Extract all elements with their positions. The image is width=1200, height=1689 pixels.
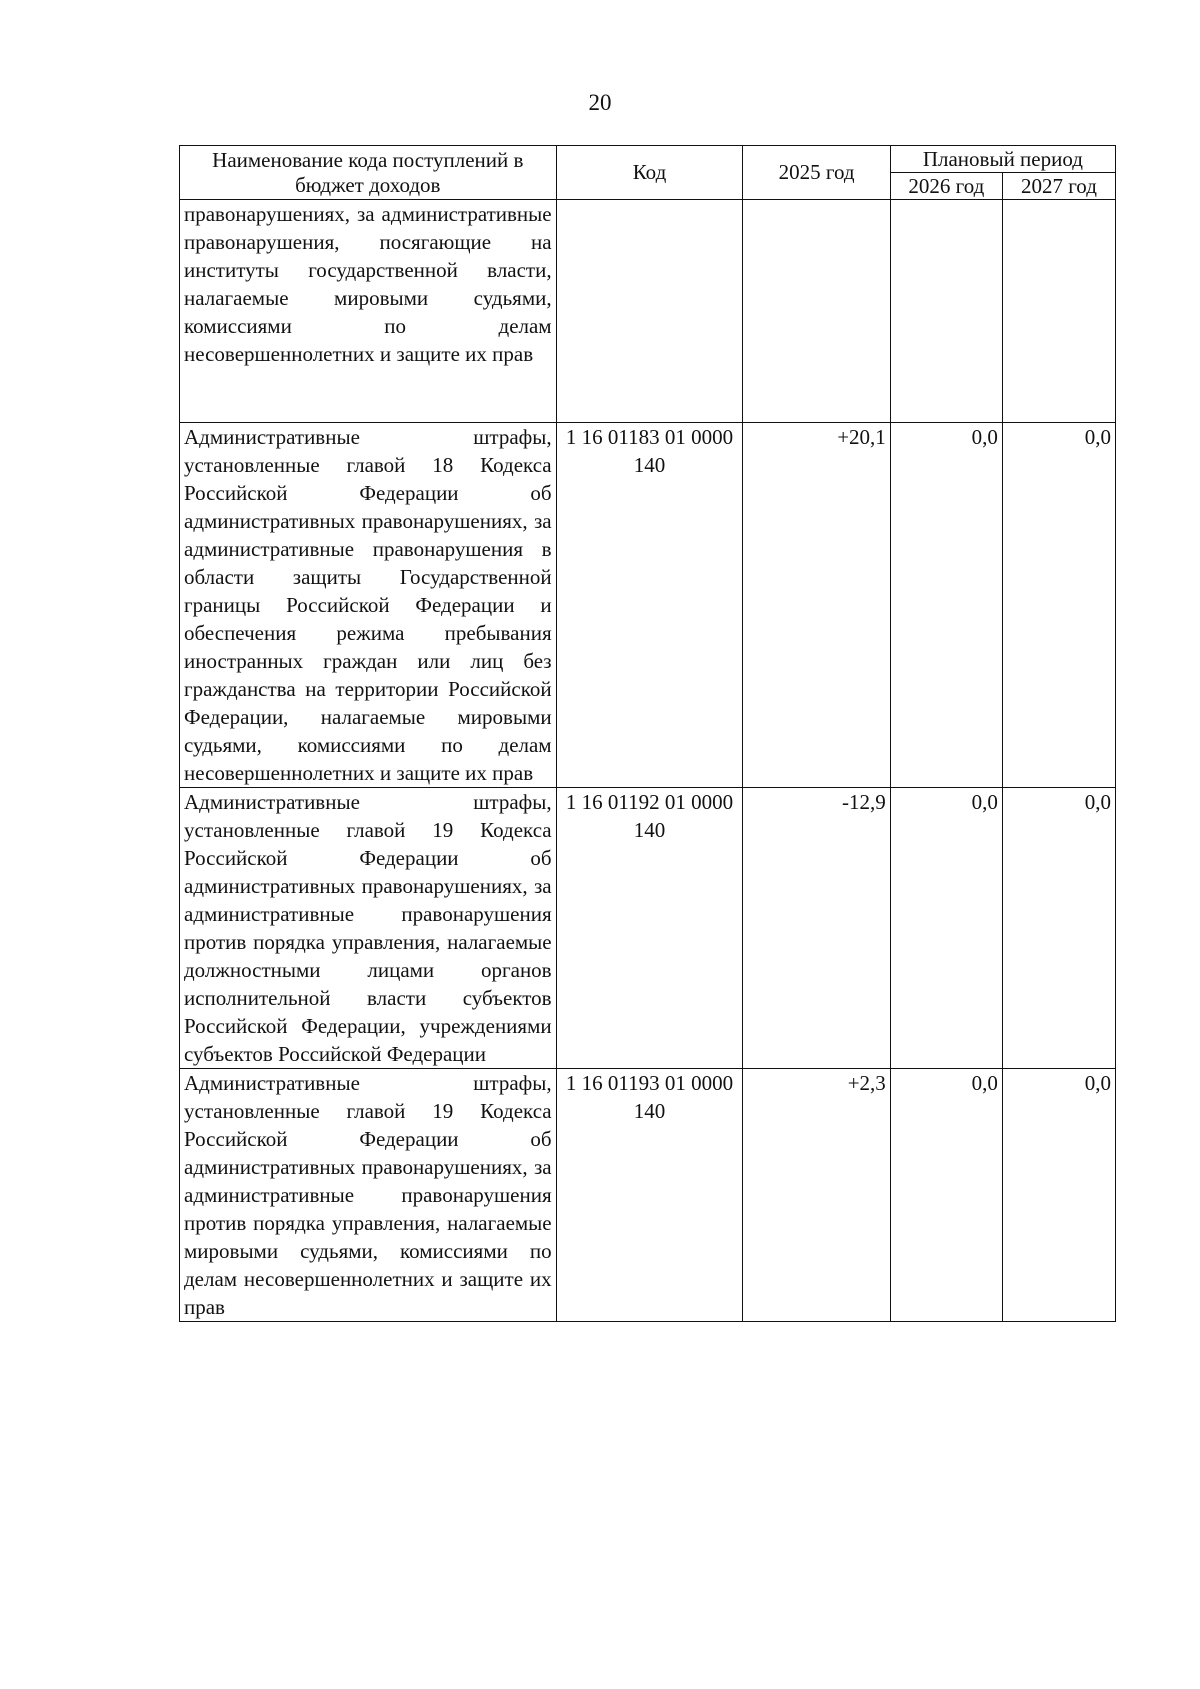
header-planned-period: Плановый период: [890, 146, 1115, 173]
page-number: 20: [588, 90, 612, 115]
row-2025: +2,3: [743, 1069, 890, 1322]
row-2026: 0,0: [890, 423, 1002, 788]
row-2027: 0,0: [1002, 1069, 1115, 1322]
table-row: [180, 788, 1116, 1069]
row-2026: 0,0: [890, 1069, 1002, 1322]
row-2027: 0,0: [1002, 423, 1115, 788]
row-2027: [1002, 200, 1115, 423]
row-code: 1 16 01183 01 0000 140: [556, 423, 743, 788]
row-name: правонарушениях, за административные правонарушения, посягающие на институты государственной власти, налагаемые мировыми судьями, комиссиями по делам несовершеннолетних и защите их прав: [180, 200, 557, 423]
row-2027: 0,0: [1002, 788, 1115, 1069]
row-name: Административные штрафы, установленные главой 19 Кодекса Российской Федерации об административных правонарушениях, за административные правонарушения против порядка управления, налагаемые должностными лицами органов исполнительной власти субъектов Российской Федерации, учреждениями субъектов Российской Федерации: [180, 788, 557, 1069]
row-2025: +20,1: [743, 423, 890, 788]
row-name: Административные штрафы, установленные главой 19 Кодекса Российской Федерации об административных правонарушениях, за административные правонарушения против порядка управления, налагаемые мировыми судьями, комиссиями по делам несовершеннолетних и защите их прав: [180, 1069, 557, 1322]
table-row: [180, 200, 1116, 423]
header-2026: 2026 год: [890, 173, 1002, 200]
header-name: Наименование кода поступлений в бюджет доходов: [180, 146, 557, 200]
revenue-table: [179, 145, 1116, 1322]
header-2027: 2027 год: [1002, 173, 1115, 200]
row-name: Административные штрафы, установленные главой 18 Кодекса Российской Федерации об административных правонарушениях, за административные правонарушения в области защиты Государственной границы Российской Федерации и обеспечения режима пребывания иностранных граждан или лиц без гражданства на территории Российской Федерации, налагаемые мировыми судьями, комиссиями по делам несовершеннолетних и защите их прав: [180, 423, 557, 788]
row-code: 1 16 01192 01 0000 140: [556, 788, 743, 1069]
row-code: 1 16 01193 01 0000 140: [556, 1069, 743, 1322]
row-2026: 0,0: [890, 788, 1002, 1069]
row-2025: [743, 200, 890, 423]
row-code: [556, 200, 743, 423]
header-code: Код: [556, 146, 743, 200]
table-row: [180, 423, 1116, 788]
row-2026: [890, 200, 1002, 423]
header-2025: 2025 год: [743, 146, 890, 200]
row-2025: -12,9: [743, 788, 890, 1069]
table-row: [180, 1069, 1116, 1322]
